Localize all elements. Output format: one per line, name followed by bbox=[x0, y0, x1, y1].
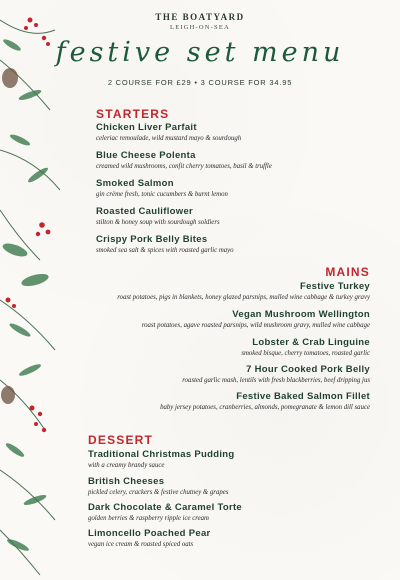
starter-item bbox=[96, 206, 220, 226]
starter-item-desc: celeriac remoulade, wild mustard mayo & sourdough bbox=[96, 135, 242, 142]
starter-item-name: Chicken Liver Parfait bbox=[96, 122, 197, 133]
main-item-name: 7 Hour Cooked Pork Belly bbox=[246, 364, 370, 375]
starter-item-name: Roasted Cauliflower bbox=[96, 206, 194, 217]
dessert-item bbox=[88, 502, 242, 522]
menu-title: festive set menu bbox=[55, 37, 345, 68]
starter-item-name: Crispy Pork Belly Bites bbox=[96, 234, 208, 245]
main-item bbox=[142, 309, 370, 329]
starter-item bbox=[96, 178, 228, 198]
restaurant-name: THE BOATYARD bbox=[155, 12, 245, 22]
dessert-item-desc: with a creamy brandy sauce bbox=[88, 462, 165, 469]
starter-item-desc: creamed wild mushrooms, confit cherry tomatoes, basil & truffle bbox=[96, 163, 272, 170]
starter-item-desc: smoked sea salt & spices with roasted garlic mayo bbox=[96, 247, 234, 254]
main-item bbox=[182, 364, 370, 384]
dessert-item bbox=[88, 476, 228, 496]
starter-item-name: Smoked Salmon bbox=[96, 178, 174, 189]
starter-item bbox=[96, 150, 272, 170]
starter-item-desc: stilton & honey soup with sourdough soldiers bbox=[96, 219, 220, 226]
main-item-desc: roast potatoes, agave roasted parsnips, wild mushroom gravy, mulled wine cabbage bbox=[141, 322, 370, 329]
dessert-item bbox=[88, 528, 211, 548]
restaurant-location: LEIGH-ON-SEA bbox=[170, 24, 230, 31]
dessert-item-desc: golden berries & raspberry ripple ice cream bbox=[88, 515, 209, 522]
dessert-item-name: Dark Chocolate & Caramel Torte bbox=[88, 502, 243, 513]
festive-foliage-decoration bbox=[0, 0, 60, 580]
starter-item-desc: gin crème fresh, tonic cucumbers & burnt lemon bbox=[96, 191, 228, 198]
starter-item bbox=[96, 122, 241, 142]
main-item-desc: roast potatoes, pigs in blankets, honey glazed parsnips, mulled wine cabbage & turkey gravy bbox=[117, 294, 370, 301]
starter-item-name: Blue Cheese Polenta bbox=[96, 150, 196, 161]
pricing-line: 2 COURSE FOR £29 • 3 COURSE FOR 34.95 bbox=[107, 78, 293, 87]
starter-item bbox=[96, 234, 234, 254]
main-item bbox=[117, 281, 370, 301]
main-item-desc: baby jersey potatoes, cranberries, almonds, pomegranate & lemon dill sauce bbox=[160, 404, 370, 411]
dessert-heading: DESSERT bbox=[88, 433, 154, 447]
dessert-item-desc: pickled celery, crackers & festive chutney & grapes bbox=[88, 489, 229, 496]
mains-heading: MAINS bbox=[325, 265, 370, 279]
starters-heading: STARTERS bbox=[96, 107, 170, 121]
dessert-item bbox=[88, 449, 234, 469]
main-item bbox=[160, 391, 370, 411]
main-item-desc: smoked bisque, cherry tomatoes, roasted garlic bbox=[241, 350, 370, 357]
main-item bbox=[241, 337, 370, 357]
main-item-name: Festive Turkey bbox=[299, 281, 370, 292]
main-item-name: Lobster & Crab Linguine bbox=[252, 337, 370, 348]
menu-header bbox=[0, 12, 400, 68]
dessert-item-name: British Cheeses bbox=[88, 476, 165, 487]
main-item-desc: roasted garlic mash, lentils with fresh blackberries, beef dripping jus bbox=[182, 377, 370, 384]
dessert-item-name: Traditional Christmas Pudding bbox=[88, 449, 235, 460]
main-item-name: Vegan Mushroom Wellington bbox=[232, 309, 370, 320]
dessert-item-name: Limoncello Poached Pear bbox=[88, 528, 211, 539]
dessert-item-desc: vegan ice cream & roasted spiced oats bbox=[88, 541, 194, 548]
main-item-name: Festive Baked Salmon Fillet bbox=[236, 391, 370, 402]
